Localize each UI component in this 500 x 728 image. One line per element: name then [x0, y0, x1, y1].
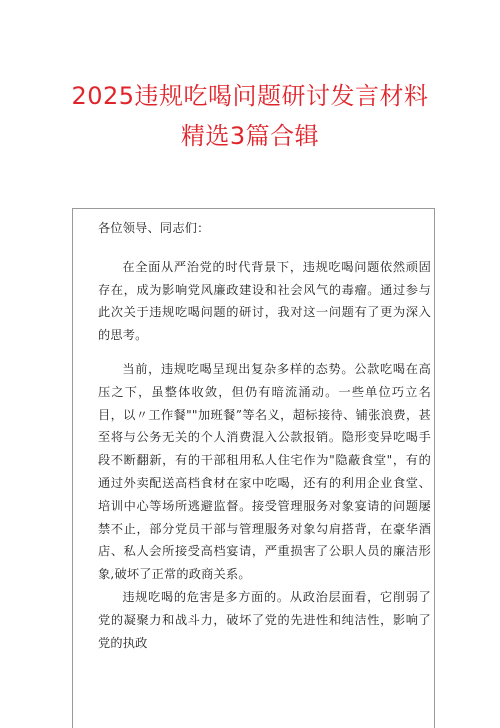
- paragraph-2: 当前，违规吃喝呈现出复杂多样的态势。公款吃喝在高压之下，虽整体收敛，但仍有暗流涌动。一些单位巧立名目，以〃工作餐""加班餐”等名义，超标接待、铺张浪费，甚至将与公务无关的个人消费混入公款报销。隐形变异吃喝手段不断翻新，有的干部租用私人住宅作为"隐蔽食堂"，有的通过外卖配送高档食材在家中吃喝，还有的利用企业食堂、培训中心等场所逃避监督。接受管理服务对象宴请的问题屡禁不止，部分党员干部与管理服务对象勾肩搭背，在豪华酒店、私人会所接受高档宴请，严重损害了公职人员的廉洁形象,破坏了正常的政商关系。: [98, 361, 431, 582]
- paragraph-3: 违规吃喝的危害是多方面的。从政治层面看，它削弱了党的凝聚力和战斗力，破坏了党的先进性和纯洁性，影响了党的执政: [98, 589, 431, 650]
- document-body: [98, 217, 431, 665]
- greeting: 各位领导、同志们：: [98, 221, 210, 235]
- paragraph-1: 在全面从严治党的时代背景下，违规吃喝问题依然顽固存在，成为影响党风廉政建设和社会风气的毒瘤。通过参与此次关于违规吃喝问题的研讨，我对这一问题有了更为深入的思考。: [98, 259, 431, 343]
- title-line-1: 2025违规吃喝问题研讨发言材料: [71, 82, 429, 110]
- title-line-2: 精选3篇合辑: [180, 122, 320, 150]
- document-title: [0, 76, 500, 156]
